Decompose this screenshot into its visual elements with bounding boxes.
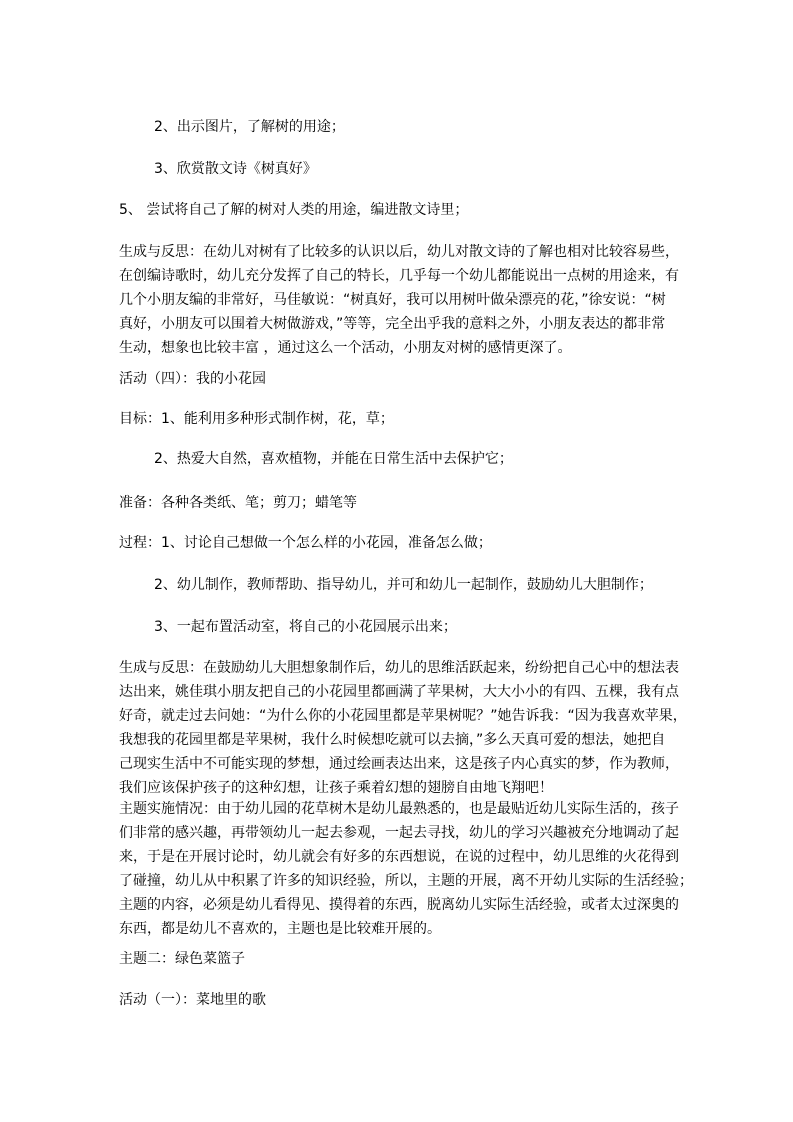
paragraph-line: 们非常的感兴趣，再带领幼儿一起去参观，一起去寻找，幼儿的学习兴趣被充分地调动了起 — [119, 825, 679, 841]
preparation-line: 准备：各种各类纸、笔；剪刀；蜡笔等 — [119, 495, 357, 511]
paragraph-line: 主题的内容，必须是幼儿看得见、摸得着的东西，脱离幼儿实际生活经验，或者太过深奥的 — [119, 897, 679, 913]
paragraph-line: 生成与反思：在幼儿对树有了比较多的认识以后，幼儿对散文诗的了解也相对比较容易些， — [119, 244, 679, 260]
process-line: 3、一起布置活动室，将自己的小花园展示出来； — [154, 619, 457, 635]
process-line: 过程：1、讨论自己想做一个怎么样的小花园，准备怎么做； — [119, 535, 492, 551]
goal-line: 2、热爱大自然，喜欢植物，并能在日常生活中去保护它； — [154, 451, 513, 467]
paragraph-line: 己现实生活中不可能实现的梦想，通过绘画表达出来，这是孩子内心真实的梦，作为教师， — [119, 756, 679, 772]
reflection-paragraph — [119, 240, 679, 360]
paragraph-line: 生成与反思：在鼓励幼儿大胆想象制作后，幼儿的思维活跃起来，纷纷把自己心中的想法表 — [119, 660, 679, 676]
process-line: 2、幼儿制作，教师帮助、指导幼儿，并可和幼儿一起制作，鼓励幼儿大胆制作； — [154, 577, 653, 593]
text-line: 3、欣赏散文诗《树真好》 — [154, 161, 317, 177]
implementation-paragraph — [119, 797, 693, 941]
paragraph-line: 生动，想象也比较丰富 ，通过这么一个活动，小朋友对树的感情更深了。 — [119, 340, 572, 356]
paragraph-line: 好奇，就走过去问她：“为什么你的小花园里都是苹果树呢？”她告诉我：“因为我喜欢苹果， — [119, 708, 687, 724]
paragraph-line: 主题实施情况：由于幼儿园的花草树木是幼儿最熟悉的，也是最贴近幼儿实际生活的，孩子 — [119, 801, 679, 817]
theme-heading: 主题二：绿色菜篮子 — [119, 951, 245, 967]
goal-line: 目标：1、能利用多种形式制作树，花，草； — [119, 411, 394, 427]
paragraph-line: 几个小朋友编的非常好，马佳敏说：“树真好，我可以用树叶做朵漂亮的花，”徐安说：“树 — [119, 292, 666, 308]
paragraph-line: 真好，小朋友可以围着大树做游戏，”等等，完全出乎我的意料之外，小朋友表达的都非常 — [119, 316, 666, 332]
reflection-paragraph — [119, 656, 687, 800]
activity-heading: 活动（一）：菜地里的歌 — [119, 992, 266, 1008]
paragraph-line: 我们应该保护孩子的这种幻想，让孩子乘着幻想的翅膀自由地飞翔吧！ — [119, 780, 553, 796]
paragraph-line: 在创编诗歌时，幼儿充分发挥了自己的特长，几乎每一个幼儿都能说出一点树的用途来，有 — [119, 268, 679, 284]
paragraph-line: 达出来，姚佳琪小朋友把自己的小花园里都画满了苹果树，大大小小的有四、五棵，我有点 — [119, 684, 679, 700]
paragraph-line: 我想我的花园里都是苹果树，我什么时候想吃就可以去摘，”多么天真可爱的想法，她把自 — [119, 732, 666, 748]
text-line: 2、出示图片，了解树的用途； — [154, 119, 345, 135]
paragraph-line: 来，于是在开展讨论时，幼儿就会有好多的东西想说，在说的过程中，幼儿思维的火花得到 — [119, 849, 679, 865]
paragraph-line: 了碰撞，幼儿从中积累了许多的知识经验，所以，主题的开展，离不开幼儿实际的生活经验； — [119, 873, 693, 889]
paragraph-line: 东西，都是幼儿不喜欢的，主题也是比较难开展的。 — [119, 921, 441, 937]
numbered-item: 5、 尝试将自己了解的树对人类的用途，编进散文诗里； — [119, 202, 469, 218]
activity-heading: 活动（四）：我的小花园 — [119, 371, 266, 387]
